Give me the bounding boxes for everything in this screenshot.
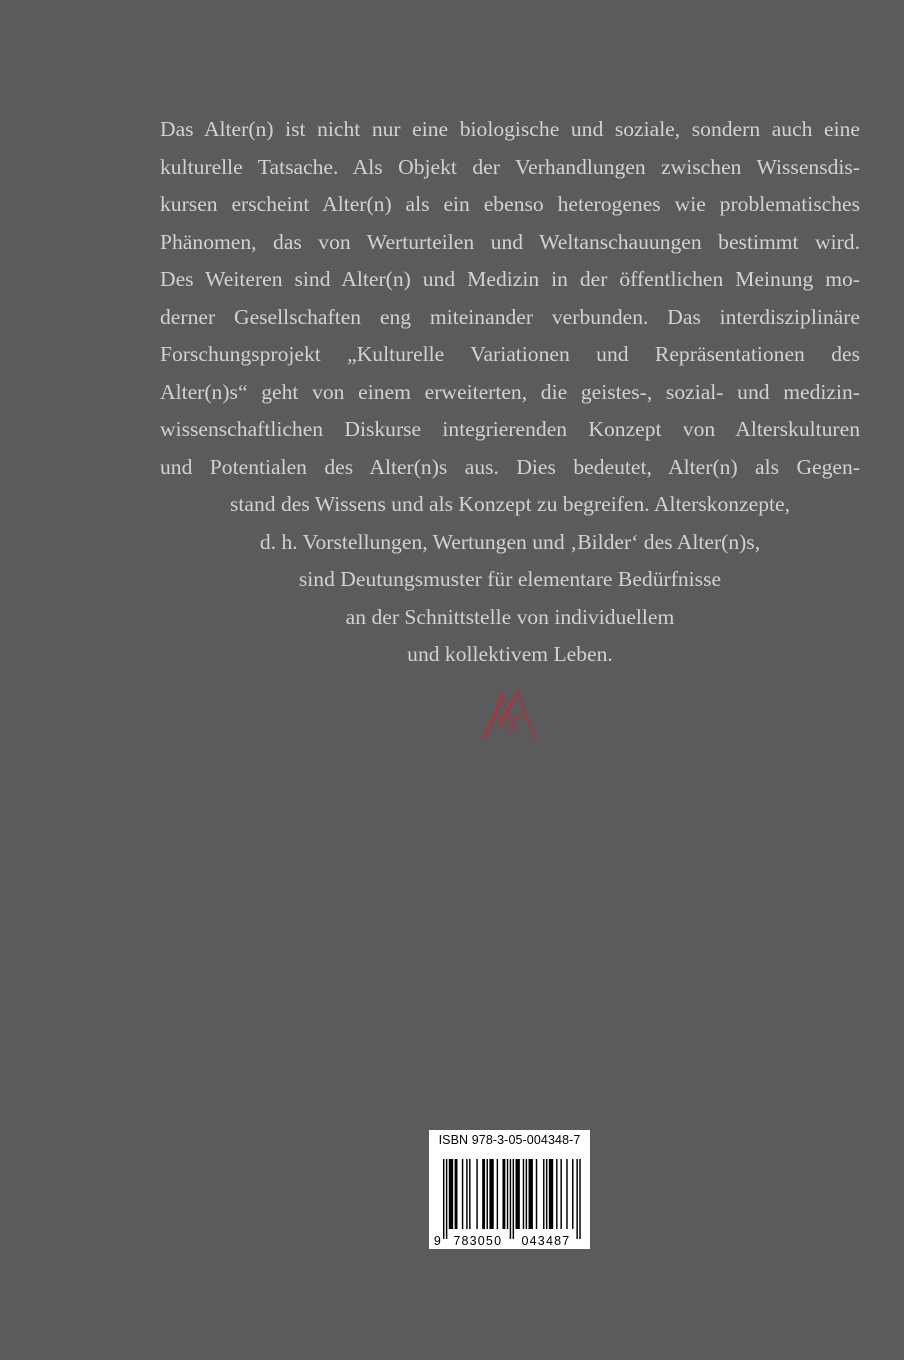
barcode-bar: [546, 1159, 547, 1229]
barcode-bar: [476, 1159, 477, 1229]
blurb-line: Das Alter(n) ist nicht nur eine biologische und soziale, sondern auch eine: [160, 117, 860, 141]
barcode-bar: [507, 1159, 508, 1229]
barcode-bar: [523, 1159, 524, 1229]
blurb-line: derner Gesellschaften eng miteinander verbunden. Das interdisziplinäre: [160, 304, 860, 329]
barcode-icon: [429, 1157, 590, 1249]
blurb-line: d. h. Vorstellungen, Wertungen und ‚Bilder‘ des Alter(n)s,: [259, 529, 761, 554]
barcode-bar: [572, 1159, 573, 1229]
barcode-bar: [536, 1159, 537, 1229]
blurb-line: und Potentialen des Alter(n)s aus. Dies bedeutet, Alter(n) als Gegen-: [160, 454, 860, 479]
barcode-bar: [516, 1159, 520, 1229]
blurb-line: stand des Wissens und als Konzept zu begreifen. Alterskonzepte,: [229, 492, 791, 516]
barcode-bar: [576, 1159, 577, 1239]
barcode-bar: [529, 1159, 533, 1229]
back-cover-blurb: [160, 111, 860, 674]
blurb-line: wissenschaftlichen Diskurse integrierenden Konzept von Alterskulturen: [160, 417, 860, 441]
barcode-bar: [462, 1159, 463, 1229]
barcode-bar: [579, 1159, 580, 1239]
barcode-bar: [560, 1159, 561, 1229]
blurb-line: sind Deutungsmuster für elementare Bedürfnisse: [298, 567, 722, 591]
blurb-line: Alter(n)s“ geht von einem erweiterten, die geistes-, sozial- und medizin-: [160, 379, 860, 404]
barcode-digits-right: 043487: [521, 1234, 571, 1248]
blurb-line: Forschungsprojekt „Kulturelle Variationen und Repräsentationen des: [160, 342, 860, 366]
barcode-bar: [566, 1159, 567, 1229]
barcode-bar: [482, 1159, 485, 1229]
barcode-bar: [556, 1159, 557, 1229]
blurb-line: Phänomen, das von Werturteilen und Weltanschauungen bestimmt wird.: [160, 229, 860, 254]
barcode-bar: [449, 1159, 453, 1229]
barcode-bar: [469, 1159, 470, 1229]
isbn-label: ISBN 978-3-05-004348-7: [438, 1133, 581, 1147]
barcode-bar: [443, 1159, 444, 1239]
barcode-bar: [487, 1159, 488, 1229]
isbn-barcode: [429, 1130, 590, 1249]
barcode-bar: [497, 1159, 498, 1229]
barcode-digits-left: 783050: [453, 1234, 503, 1248]
barcode-bar: [446, 1159, 447, 1239]
barcode-bar: [510, 1159, 511, 1239]
blurb-line: und kollektivem Leben.: [407, 642, 613, 666]
barcode-bar: [549, 1159, 553, 1229]
barcode-bar: [543, 1159, 544, 1229]
barcode-bar: [526, 1159, 527, 1229]
blurb-line: kulturelle Tatsache. Als Objekt der Verhandlungen zwischen Wissensdis-: [160, 154, 860, 179]
blurb-line: kursen erscheint Alter(n) als ein ebenso heterogenes wie problematisches: [160, 192, 860, 216]
barcode-digit-first: 9: [433, 1234, 443, 1248]
blurb-line: an der Schnittstelle von individuellem: [345, 604, 675, 629]
barcode-bar: [489, 1159, 493, 1229]
publisher-logo-icon: [478, 684, 542, 742]
barcode-bar: [502, 1159, 505, 1229]
blurb-line: Des Weiteren sind Alter(n) und Medizin in der öffentlichen Meinung mo-: [160, 267, 860, 291]
barcode-bar: [455, 1159, 458, 1229]
barcode-bar: [466, 1159, 467, 1229]
barcode-bar: [513, 1159, 514, 1239]
